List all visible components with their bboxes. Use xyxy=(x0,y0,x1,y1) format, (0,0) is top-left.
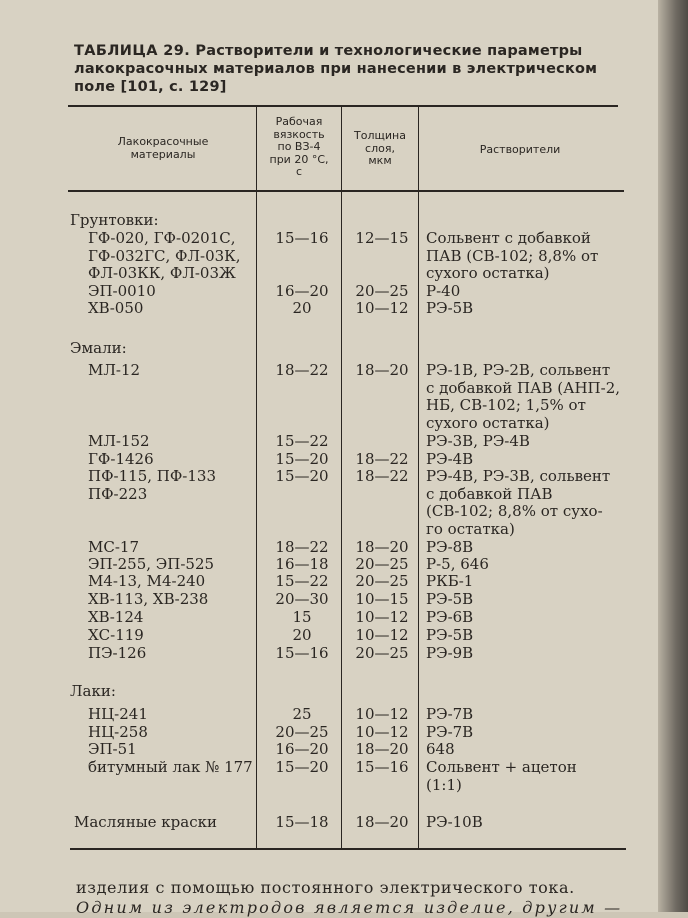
thickness-cell: 10—12 xyxy=(355,723,409,741)
material-cell: ГФ-1426 xyxy=(88,450,154,468)
header-viscosity-line: Рабочая xyxy=(275,115,323,128)
table-caption-line-2: лакокрасочных материалов при нанесении в электрическом xyxy=(74,61,598,77)
header-thickness xyxy=(342,130,418,168)
material-cell: МЛ-152 xyxy=(88,432,150,450)
thickness-cell: 20—25 xyxy=(355,555,409,573)
thickness-cell: 10—15 xyxy=(355,590,409,608)
thickness-cell: 12—15 xyxy=(355,229,409,247)
solvent-line: РЭ-4В, РЭ-3В, сольвент xyxy=(426,467,611,485)
material-cell xyxy=(70,468,278,503)
thickness-cell: 18—20 xyxy=(355,740,409,758)
viscosity-cell: 20—30 xyxy=(275,590,329,608)
solvent-cell xyxy=(426,362,632,432)
table-caption-line-1: Растворители и технологические параметры xyxy=(195,43,583,59)
solvent-cell: Р-40 xyxy=(426,282,461,300)
material-line: ГФ-032ГС, ФЛ-03К, xyxy=(88,246,241,265)
material-cell: ХВ-124 xyxy=(88,608,144,626)
header-viscosity-line: по ВЗ-4 xyxy=(277,140,321,153)
viscosity-cell: 25 xyxy=(292,705,312,723)
header-solvents-line: Растворители xyxy=(479,143,561,156)
header-thickness-line: слоя, xyxy=(365,141,395,155)
column-divider-3 xyxy=(418,107,419,848)
solvent-line: с добавкой ПАВ (АНП-2, xyxy=(426,378,621,397)
viscosity-cell: 16—20 xyxy=(275,740,329,758)
viscosity-cell: 15—16 xyxy=(275,229,329,247)
header-viscosity xyxy=(257,116,341,179)
header-thickness-line: Толщина xyxy=(354,129,406,142)
solvent-cell xyxy=(426,759,632,794)
book-gutter-shadow xyxy=(658,0,688,912)
group-title-primers: Грунтовки: xyxy=(70,211,159,229)
viscosity-cell: 18—22 xyxy=(275,538,329,556)
material-cell: ПЭ-126 xyxy=(88,644,147,662)
thickness-cell: 18—20 xyxy=(355,813,409,831)
material-cell: НЦ-258 xyxy=(88,723,148,741)
solvent-cell: РЭ-8В xyxy=(426,538,474,556)
material-cell: МЛ-12 xyxy=(88,361,141,379)
group-title-enamels: Эмали: xyxy=(70,339,127,357)
thickness-cell: 20—25 xyxy=(355,644,409,662)
thickness-cell: 18—22 xyxy=(355,467,409,485)
solvent-line: НБ, СВ-102; 1,5% от xyxy=(426,396,586,414)
solvent-cell: РЭ-9В xyxy=(426,644,474,662)
thickness-cell: 18—22 xyxy=(355,450,409,468)
thickness-cell: 18—20 xyxy=(355,538,409,556)
header-viscosity-line: с xyxy=(295,165,303,178)
material-cell xyxy=(70,230,278,283)
viscosity-cell: 15—20 xyxy=(275,467,329,485)
thickness-cell: 18—20 xyxy=(355,361,409,379)
solvent-line: Сольвент с добавкой xyxy=(426,229,591,247)
body-text-cut-line: Одним из электродов является изделие, другим — xyxy=(76,898,623,917)
solvent-cell: РЭ-10В xyxy=(426,813,483,831)
header-materials-line: Лакокрасочные xyxy=(117,135,209,148)
thickness-cell: 20—25 xyxy=(355,282,409,300)
viscosity-cell: 15—18 xyxy=(275,813,329,831)
solvent-line: (СВ-102; 8,8% от сухо- xyxy=(426,502,603,520)
header-viscosity-line: вязкость xyxy=(273,127,325,141)
material-cell: Масляные краски xyxy=(74,813,217,831)
thickness-cell: 15—16 xyxy=(355,758,409,776)
material-cell: битумный лак № 177 xyxy=(88,758,253,776)
header-solvents xyxy=(420,144,620,157)
thickness-cell: 20—25 xyxy=(355,572,409,590)
solvent-cell: РЭ-5В xyxy=(426,626,474,644)
header-thickness-line: мкм xyxy=(368,154,392,167)
solvent-cell: РЭ-7В xyxy=(426,705,474,723)
material-cell: НЦ-241 xyxy=(88,705,148,723)
material-cell: ЭП-255, ЭП-525 xyxy=(88,555,215,573)
table-caption xyxy=(74,42,634,96)
solvent-line: Сольвент + ацетон xyxy=(426,758,577,776)
material-cell: М4-13, М4-240 xyxy=(88,572,206,590)
solvent-line: сухого остатка) xyxy=(426,264,550,282)
material-line: ФЛ-03КК, ФЛ-03Ж xyxy=(88,264,236,282)
material-cell: ХВ-050 xyxy=(88,299,144,317)
solvent-cell: РЭ-5В xyxy=(426,590,474,608)
solvent-cell: РЭ-3В, РЭ-4В xyxy=(426,432,530,450)
material-cell: ХВ-113, ХВ-238 xyxy=(88,590,209,608)
viscosity-cell: 20 xyxy=(292,626,312,644)
solvent-cell xyxy=(426,468,632,538)
solvent-line: РЭ-1В, РЭ-2В, сольвент xyxy=(426,361,611,379)
viscosity-cell: 15—16 xyxy=(275,644,329,662)
table-top-rule xyxy=(68,105,618,107)
material-line: ПФ-223 xyxy=(88,484,148,503)
viscosity-cell: 20—25 xyxy=(275,723,329,741)
header-materials-line: материалы xyxy=(130,147,196,161)
viscosity-cell: 15—20 xyxy=(275,450,329,468)
viscosity-cell: 15—22 xyxy=(275,572,329,590)
viscosity-cell: 18—22 xyxy=(275,361,329,379)
viscosity-cell: 15—20 xyxy=(275,758,329,776)
solvent-cell: РЭ-5В xyxy=(426,299,474,317)
material-cell: ЭП-51 xyxy=(88,740,137,758)
solvent-cell: РЭ-4В xyxy=(426,450,474,468)
solvent-line: го остатка) xyxy=(426,519,515,538)
viscosity-cell: 16—18 xyxy=(275,555,329,573)
thickness-cell: 10—12 xyxy=(355,705,409,723)
header-viscosity-line: при 20 °С, xyxy=(269,152,329,166)
material-cell: ХС-119 xyxy=(88,626,144,644)
viscosity-cell: 16—20 xyxy=(275,282,329,300)
viscosity-cell: 15 xyxy=(292,608,312,626)
group-title-varnishes: Лаки: xyxy=(70,682,116,700)
solvent-line: с добавкой ПАВ xyxy=(426,484,553,503)
solvent-cell: РЭ-7В xyxy=(426,723,474,741)
material-cell: ЭП-0010 xyxy=(88,282,156,300)
table-bottom-rule xyxy=(70,848,626,850)
viscosity-cell: 15—22 xyxy=(275,432,329,450)
solvent-line: ПАВ (СВ-102; 8,8% от xyxy=(426,246,599,265)
thickness-cell: 10—12 xyxy=(355,626,409,644)
solvent-cell xyxy=(426,230,632,283)
solvent-cell: РЭ-6В xyxy=(426,608,474,626)
solvent-cell: Р-5, 646 xyxy=(426,555,489,573)
table-caption-label: ТАБЛИЦА 29. xyxy=(74,43,191,59)
table-caption-line-3: поле [101, с. 129] xyxy=(74,79,227,95)
material-line: ПФ-115, ПФ-133 xyxy=(88,467,216,485)
thickness-cell: 10—12 xyxy=(355,608,409,626)
viscosity-cell: 20 xyxy=(292,299,312,317)
header-materials xyxy=(70,136,256,161)
header-bottom-rule xyxy=(68,190,624,192)
solvent-line: (1:1) xyxy=(426,775,462,794)
solvent-cell: РКБ-1 xyxy=(426,572,474,590)
solvent-line: сухого остатка) xyxy=(426,413,550,432)
body-text-line: изделия с помощью постоянного электрического тока. xyxy=(76,878,575,897)
thickness-cell: 10—12 xyxy=(355,299,409,317)
solvent-cell: 648 xyxy=(426,740,455,758)
material-cell: МС-17 xyxy=(88,538,139,556)
material-line: ГФ-020, ГФ-0201С, xyxy=(88,229,236,247)
